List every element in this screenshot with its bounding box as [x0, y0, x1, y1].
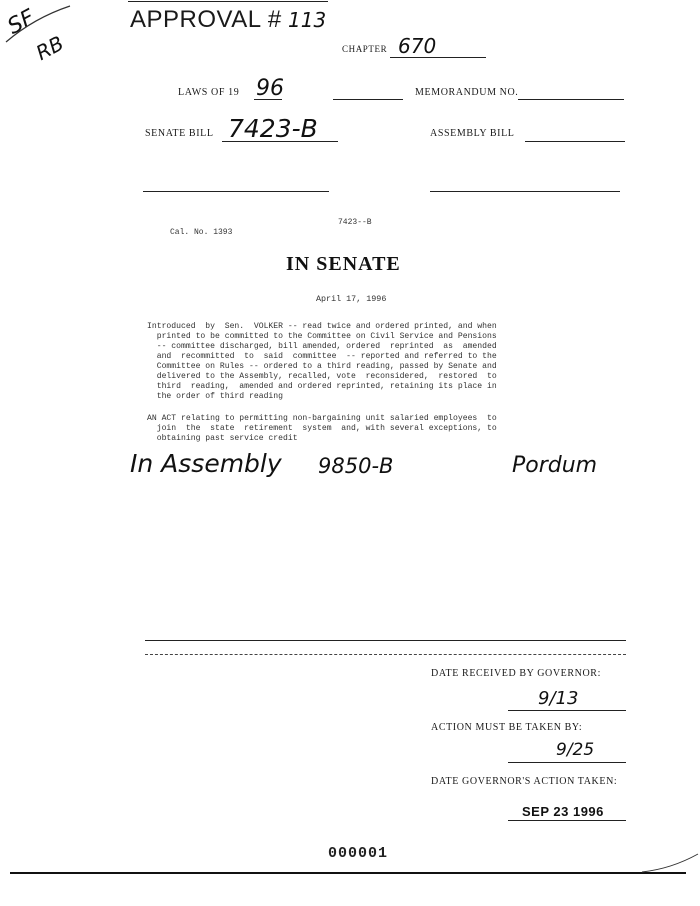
intro-line: third reading, amended and ordered reprinted, retaining its place in	[147, 382, 497, 391]
senate-bill-number: 7423-B	[228, 114, 318, 143]
approval-top-rule	[128, 1, 328, 2]
act-line: obtaining past service credit	[147, 434, 298, 443]
assembly-sponsor-note: Pordum	[512, 453, 598, 478]
date-received-label: DATE RECEIVED BY GOVERNOR:	[431, 668, 601, 679]
action-due-value: 9/25	[556, 740, 595, 760]
senate-heading: IN SENATE	[286, 253, 401, 275]
action-taken-label: DATE GOVERNOR'S ACTION TAKEN:	[431, 776, 618, 787]
memorandum-blank-left	[333, 99, 403, 100]
action-due-label: ACTION MUST BE TAKEN BY:	[431, 722, 583, 733]
blank-line-left	[143, 191, 329, 192]
approval-label: APPROVAL #	[130, 6, 282, 33]
in-assembly-note: In Assembly	[130, 449, 282, 478]
assembly-bill-label: ASSEMBLY BILL	[430, 128, 515, 139]
memorandum-label: MEMORANDUM NO.	[415, 87, 519, 98]
footer-rule	[10, 872, 686, 874]
intro-line: delivered to the Assembly, recalled, vote reconsidered, restored to	[147, 372, 497, 381]
initials-top: SF	[3, 5, 39, 40]
chapter-number: 670	[398, 34, 437, 58]
senate-date: April 17, 1996	[316, 294, 387, 304]
intro-line: Committee on Rules -- ordered to a third reading, passed by Senate and	[147, 362, 497, 371]
assembly-bill-number-note: 9850-B	[318, 454, 394, 478]
laws-year: 96	[256, 76, 284, 101]
laws-label: LAWS OF 19	[178, 87, 240, 98]
intro-line: and recommitted to said committee -- reported and referred to the	[147, 352, 497, 361]
memorandum-underline	[518, 99, 624, 100]
action-taken-stamp: SEP 23 1996	[522, 804, 604, 819]
intro-line: the order of third reading	[147, 392, 283, 401]
laws-underline	[254, 99, 282, 100]
date-received-value: 9/13	[538, 688, 579, 709]
intro-line: -- committee discharged, bill amended, ordered reprinted as amended	[147, 342, 497, 351]
bill-number: 7423--B	[338, 218, 372, 227]
action-due-underline	[508, 762, 626, 763]
act-line: join the state retirement system and, with several exceptions, to	[147, 424, 497, 433]
intro-line: printed to be committed to the Committee on Civil Service and Pensions	[147, 332, 497, 341]
intro-line: Introduced by Sen. VOLKER -- read twice and ordered printed, and when	[147, 322, 497, 331]
chapter-underline	[390, 57, 486, 58]
senate-bill-underline	[222, 141, 338, 142]
blank-line-right	[430, 191, 620, 192]
act-line: AN ACT relating to permitting non-bargaining unit salaried employees to	[147, 414, 497, 423]
approval-number: 113	[288, 8, 327, 32]
footer-flourish-icon	[640, 852, 700, 876]
assembly-bill-underline	[525, 141, 625, 142]
calendar-number: Cal. No. 1393	[170, 228, 233, 237]
lower-rule-solid	[145, 640, 626, 641]
action-taken-underline	[508, 820, 626, 821]
senate-bill-label: SENATE BILL	[145, 128, 214, 139]
lower-rule-second	[145, 654, 626, 655]
initials-bottom: RB	[31, 30, 68, 66]
page-number: 000001	[328, 845, 389, 862]
chapter-label: CHAPTER	[342, 44, 388, 54]
initials-flourish-icon	[0, 0, 80, 60]
date-received-underline	[508, 710, 626, 711]
